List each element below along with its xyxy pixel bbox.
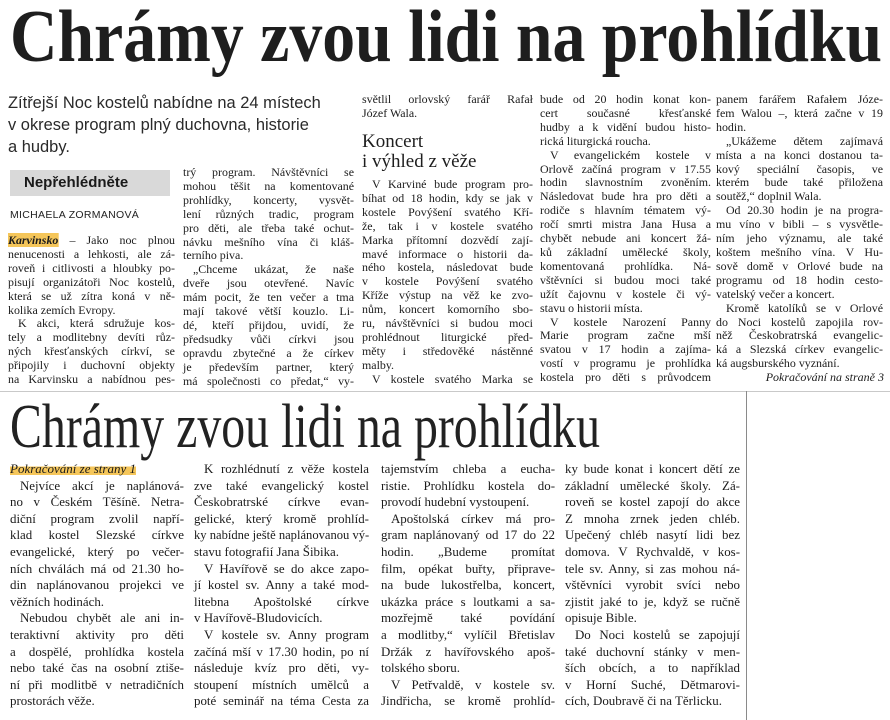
text-line: ká augsburského vyznání. (716, 356, 840, 371)
text-line: diční program zvolil napří- (10, 510, 185, 526)
text-line: Nejvíce akcí je naplánová- (19, 477, 185, 493)
text-line: tajemstvím chleba a eucha- (381, 461, 556, 476)
continuation-note-text: Pokračování ze strany 1 (10, 461, 137, 476)
text-line: ky bude konat i koncert dětí ze (565, 461, 740, 476)
text-line: kostela pro děti s průvodcem (540, 370, 712, 385)
text-line: vštěvníci si budou moci také (540, 272, 712, 287)
text-line: mám pocit, že ten večer a tma (183, 290, 355, 305)
text-line: klad kostel Slezské církve (10, 527, 185, 543)
text-line: Józef Wala. (362, 105, 418, 120)
article-column (540, 93, 712, 385)
text-line: Jindřicha, se kromě prohlíd- (381, 693, 556, 709)
text-line: jí kostel sv. Anny a také mod- (194, 577, 369, 593)
article-column (194, 461, 370, 710)
article-column (565, 461, 741, 710)
text-line: měty i středověké nástěnné (362, 343, 534, 358)
clipping-border (746, 391, 747, 720)
text-line: mohou těšit na komentované (183, 178, 355, 193)
text-line: stavu o historii místa. (540, 300, 643, 315)
byline: MICHAELA ZORMANOVÁ (10, 209, 140, 221)
text-line: K rozhlédnutí z věže kostela (203, 461, 369, 476)
text-line: ním jeho významu, ale také (716, 231, 883, 246)
text-line: Českobratrské církve evan- (194, 494, 369, 510)
headline: Chrámy zvou lidi na prohlídku (10, 393, 601, 461)
text-line: a modlitby,“ vylíčil Břetislav (381, 626, 556, 642)
text-line: ných křesťanských církví, se (8, 344, 175, 359)
text-line: a dospělé, prohlídka kostela (10, 643, 185, 659)
text-line: din naplánovanou projekci ve (10, 577, 185, 593)
text-line: roveň i citlivosti a hloubky po- (8, 260, 175, 275)
text-line: Držák z havířovského apoš- (381, 643, 556, 659)
text-line: film, opékat buřty, připrave- (381, 560, 556, 576)
clipping-border (0, 391, 890, 392)
text-line: ného kostela, následovat bude (362, 260, 534, 275)
text-line: hodin. (716, 119, 747, 134)
text-line: mozřejmě také povídání (381, 610, 556, 626)
article-column (716, 93, 884, 371)
text-line: návku mešního vína či kláš- (183, 234, 355, 249)
text-line: prostorách věže. (10, 693, 95, 709)
text-line: užít čajovnu v kostele či vý- (540, 286, 712, 301)
subheading-line: Koncert (362, 131, 424, 152)
text-line: poté seminář na téma Cesta za (194, 693, 369, 709)
text-line: kový speciální časopis, ve (716, 161, 883, 176)
text-line: ká a Slezská církev evangelic- (716, 342, 883, 357)
text-line: ky nabídne ještě naplánovanou vý- (194, 527, 370, 543)
text-line: Od 20.30 hodin je na progra- (725, 203, 883, 218)
text-line: svatou v 17 hodin a zajíma- (540, 342, 712, 357)
text-line: terního piva. (183, 248, 244, 263)
text-line: Do Noci kostelů se zapojují (574, 626, 740, 642)
text-line: Orlově začíná program v 17.55 (540, 161, 712, 176)
text-line: tely a modlitebny devíti růz- (8, 330, 175, 345)
article-column (10, 478, 185, 710)
text-line: nům, koncert komorního sbo- (362, 302, 534, 317)
text-line: Kromě katolíků se v Orlové (725, 300, 883, 315)
text-line: dveře jsou otevřené. Navíc (183, 276, 355, 291)
text-line: mavé informace o historii da- (362, 246, 534, 261)
text-line: chybět nebude ani koncert žá- (540, 231, 712, 246)
text-line: teraktivní aktivity pro děti (10, 626, 185, 642)
rubric-label: Nepřehlédněte (24, 174, 129, 191)
text-line: také duchovní stánky v men- (565, 643, 740, 659)
text-line: světlil orlovský farář Rafał (362, 92, 534, 106)
text-line: pro děti, ale třeba také ochut- (183, 220, 355, 235)
text-line: rodiče s hlavním tématem vý- (540, 203, 712, 218)
text-line: opravdu zbytečné a že církev (183, 345, 355, 360)
text-line: vatelský večer a koncert. (716, 286, 835, 301)
text-line: nenucenosti a lehkosti, ale zá- (8, 246, 175, 261)
text-line: prohlédnout liturgické před- (362, 329, 534, 344)
text-line: do Noci kostelů zapojila rov- (716, 314, 883, 329)
text-line: na Karvinsku a nabídnou pes- (8, 372, 175, 387)
text-line: v Havířově-Bludovicích. (194, 610, 323, 626)
text-line: rická liturgická roucha. (540, 133, 651, 148)
text-line: kterém bude také přiložena (716, 175, 883, 190)
text-line: která se už zítra koná v ně- (8, 288, 175, 303)
text-line: lení různých tradic, program (183, 206, 355, 221)
text-line: domova. V Rychvaldě, v kos- (565, 543, 740, 559)
text-line: ukázka práce s loutkami a sa- (381, 593, 556, 609)
text-line: kolika zemích Evropy. (8, 302, 116, 317)
text-line: sově domě v Orlové bude na (716, 258, 883, 273)
text-line: prohlídky, koncerty, vysvět- (183, 192, 355, 207)
text-line: V evangelickém kostele v (549, 147, 712, 162)
text-line: věžních hodinách. (10, 593, 105, 609)
text-line: následuje kvíz pro děti, vy- (194, 660, 369, 676)
text-line: roveň se kostel zapojí do akce (565, 494, 740, 510)
text-line: trý program. Návštěvníci se (183, 165, 355, 179)
text-line: bude od 20 hodin konat kon- (540, 92, 712, 106)
text-line: má společnosti co předat,“ vy- (183, 373, 355, 388)
text-line: soutěž,“ doplnil Wala. (716, 189, 822, 204)
text-line (8, 234, 175, 248)
article-column (381, 461, 556, 710)
text-line: zjistit jaké to je, když se ručně (565, 593, 740, 609)
text-line: hudby a k vidění budou histo- (540, 119, 712, 134)
text-line: vostí v programu je prohlídka (540, 356, 712, 371)
text-line: litebna Apoštolské církve (194, 593, 369, 609)
text-line: Marie program začne mší (540, 328, 712, 343)
text-line: ních chválách má od 21.30 ho- (10, 560, 185, 576)
text-line: bíhat od 18 hodin, kdy se jak v (362, 190, 534, 205)
text-line: komentovaná prohlídka. Ná- (540, 258, 712, 273)
text-line: V Havířově se do akce zapo- (203, 560, 369, 576)
text-line: Marka přítomní dozvědí zají- (362, 232, 534, 247)
text-line: provodí hudební vystoupení. (381, 494, 530, 510)
text-line: kostele Povýšení svatého Kří- (362, 204, 534, 219)
text-line: je především partner, který (183, 359, 355, 374)
text-line: v Horní Suché, Dětmarovi- (565, 676, 740, 692)
lead-line: v okrese program plný duchovna, historie (8, 116, 309, 134)
text-line: ristie. Prohlídku kostela do- (381, 477, 556, 493)
continuation-note (10, 461, 136, 478)
text-line: cert současné křesťanské (540, 105, 712, 120)
text-line: cích, Doubravě či na Těrlicku. (565, 693, 722, 709)
subheading (362, 132, 534, 171)
text-line: místa a na konci dostanou ta- (716, 147, 883, 162)
text-line-rest: – Jako noc plnou (58, 233, 175, 247)
text-line: K akci, která sdružuje kos- (17, 316, 175, 331)
text-line: připojily i duchovní objekty (8, 358, 175, 373)
lead-paragraph (8, 92, 353, 158)
continuation-note: Pokračování na straně 3 (765, 370, 884, 384)
article-column (8, 234, 176, 387)
text-line: Nebudou chybět ale ani in- (19, 610, 185, 626)
text-line: „Chceme ukázat, že naše (192, 262, 355, 277)
text-line: gelické, který kromě prohlíd- (194, 510, 369, 526)
lead-line: a hudby. (8, 138, 70, 156)
text-line: V Karviné bude program pro- (371, 177, 534, 191)
subheading-line: i výhled z věže (362, 150, 477, 172)
text-line: mu víno v bibli – s vysvětle- (716, 217, 883, 232)
text-line: začíná mší v 17.30 hodin, po ní (194, 643, 369, 659)
text-line: V kostele Narození Panny (549, 314, 712, 329)
text-line: stoupení místních umělců a (194, 676, 369, 692)
text-line: předsudky vůči církvi jsou (183, 331, 355, 346)
text-line: hodin. „Budeme promítat (381, 543, 556, 559)
text-line: něž Českobratrská evangelic- (716, 328, 883, 343)
text-line: na bude lukostřelba, koncert, (381, 577, 556, 593)
text-line: Apoštolská církev má pro- (390, 510, 556, 526)
text-line: nebo také čas na osobní ztiše- (10, 660, 185, 676)
article-column (362, 178, 534, 387)
text-line: mají takové větší kouzlo. Li- (183, 304, 355, 319)
text-line: ní při modlitbě v netradičních (10, 676, 185, 692)
text-line: V kostele sv. Anny program (203, 626, 369, 642)
lead-line: Zítřejší Noc kostelů nabídne na 24 místech (8, 94, 321, 112)
article-column (183, 166, 355, 389)
text-line: programu od 18 hodin cesto- (716, 272, 883, 287)
text-line: dé, kteří přijdou, uvidí, že (183, 317, 355, 332)
text-line: v kostele Povýšení svatého (362, 274, 534, 289)
text-line: Upečený chléb nasytí lidi bez (565, 527, 740, 543)
text-line: V Petřvaldě, v kostele sv. (390, 676, 556, 692)
text-line: ru, návštěvníci si budou moci (362, 316, 534, 331)
text-line: ků základní umělecké školy, (540, 244, 712, 259)
text-line: Kříže výstup na věž ke zvo- (362, 288, 534, 303)
text-line: tolského sboru. (381, 660, 461, 676)
text-line: že, tak i v kostele svatého (362, 218, 534, 233)
text-line: základní umělecké školy. Zá- (565, 477, 740, 493)
text-line: no v Českém Těšíně. Netra- (10, 494, 185, 510)
text-line: ších obcích, a to například (565, 660, 740, 676)
text-line: stavu fotografií Jana Šibika. (194, 543, 340, 559)
text-line: pisují organizátoři Noc kostelů, (8, 274, 175, 289)
text-line: panem farářem Rafałem Józe- (716, 92, 883, 106)
text-line: fem Walou –, která začne v 19 (716, 105, 883, 120)
text-line: ročí smrti mistra Jana Husa a (540, 217, 712, 232)
text-line: Z mnoha zrnek jeden chléb. (565, 510, 740, 526)
text-line: hodin slavnostním zvoněním. (540, 175, 712, 190)
text-line: V kostele svatého Marka se (371, 371, 534, 386)
text-line: koštem mešního vína. V Hu- (716, 244, 883, 259)
dateline: Karvinsko (8, 233, 59, 247)
text-line: vštěvníci vyrobit svíci nebo (565, 577, 740, 593)
text-line: evangelické, který po večer- (10, 543, 185, 559)
text-line: tele sv. Anny, si zas mohou ná- (565, 560, 740, 576)
text-line: malby. (362, 357, 395, 372)
text-line: opisuje Bible. (565, 610, 637, 626)
text-line: Následovat bude hra pro děti a (540, 189, 712, 204)
text-line: „Ukážeme dětem zajímavá (725, 133, 883, 148)
text-line: zve také evangelický kostel (194, 477, 369, 493)
headline: Chrámy zvou lidi na prohlídku (10, 0, 883, 78)
article-column (362, 93, 534, 121)
rubric-box (10, 170, 170, 196)
text-line: gram naplánovaný od 17 do 22 (381, 527, 556, 543)
